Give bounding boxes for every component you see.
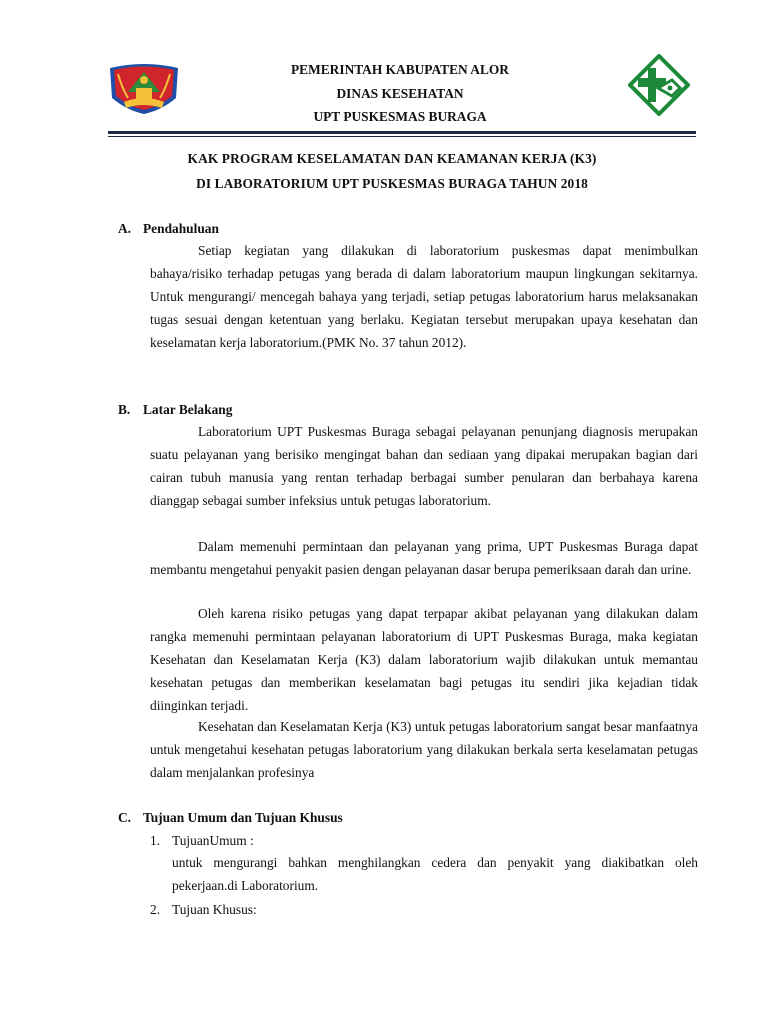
paragraph-b3 xyxy=(150,602,698,717)
list-item xyxy=(150,902,257,918)
document-subtitle: DI LABORATORIUM UPT PUSKESMAS BURAGA TAHUN 2018 xyxy=(196,176,588,191)
document-title: KAK PROGRAM KESELAMATAN DAN KEAMANAN KERJA (K3) xyxy=(187,151,597,166)
paragraph-text: Kesehatan dan Keselamatan Kerja (K3) untuk petugas laboratorium sangat besar manfaatnya untuk mengetahui kesehatan petugas laboratorium yang dilakukan berkala serta keselamatan petugas dalam menjalankan profesinya xyxy=(150,719,698,780)
section-heading-a xyxy=(118,221,219,237)
list-label: Tujuan Khusus: xyxy=(172,902,257,917)
letterhead-rule xyxy=(108,131,696,134)
section-letter: C. xyxy=(118,810,132,825)
section-letter: B. xyxy=(118,402,131,417)
section-heading-c xyxy=(118,810,343,826)
list-item-text: untuk mengurangi bahkan menghilangkan cedera dan penyakit yang diakibatkan oleh pekerjaan.di Laboratorium. xyxy=(172,855,698,893)
paragraph-text: Oleh karena risiko petugas yang dapat terpapar akibat pelayanan yang dilakukan dalam rangka memenuhi permintaan pelayanan laboratorium di UPT Puskesmas Buraga, maka kegiatan Kesehatan dan Keselamatan Kerja (K3) dalam laboratorium wajib dilakukan untuk memantau kesehatan petugas dan memberikan keselamatan bagi petugas itu sendiri jika kejadian tidak diinginkan terjadi. xyxy=(150,606,698,713)
alor-regency-emblem-icon xyxy=(106,58,182,116)
paragraph-b4 xyxy=(150,715,698,784)
list-item xyxy=(150,833,254,849)
list-label: TujuanUmum : xyxy=(172,833,254,848)
paragraph-b2 xyxy=(150,535,698,581)
list-number: 2. xyxy=(150,902,161,917)
section-title: Latar Belakang xyxy=(143,402,233,417)
letterhead-unit: UPT PUSKESMAS BURAGA xyxy=(313,109,487,124)
puskesmas-cross-icon xyxy=(628,54,690,116)
paragraph-text: Setiap kegiatan yang dilakukan di laboratorium puskesmas dapat menimbulkan bahaya/risiko terhadap petugas yang berada di dalam laboratorium maupun lingkungan sekitarnya. Untuk mengurangi/ mencegah bahaya yang terjadi, setiap petugas laboratorium harus melaksanakan tugas sesuai dengan ketentuan yang berlaku. Kegiatan tersebut merupakan upaya kesehatan dan keselamatan kerja laboratorium.(PMK No. 37 tahun 2012). xyxy=(150,243,698,350)
paragraph-a1 xyxy=(150,239,698,354)
letterhead-rule-thin xyxy=(108,136,696,137)
paragraph-text: Dalam memenuhi permintaan dan pelayanan yang prima, UPT Puskesmas Buraga dapat membantu mengetahui penyakit pasien dengan pelayanan dasar berupa pemeriksaan darah dan urine. xyxy=(150,539,698,577)
paragraph-b1 xyxy=(150,420,698,512)
letterhead-government: PEMERINTAH KABUPATEN ALOR xyxy=(291,62,509,77)
letterhead-department: DINAS KESEHATAN xyxy=(336,86,464,101)
list-number: 1. xyxy=(150,833,161,848)
section-title: Tujuan Umum dan Tujuan Khusus xyxy=(143,810,343,825)
section-heading-b xyxy=(118,402,232,418)
section-title: Pendahuluan xyxy=(143,221,219,236)
paragraph-text: Laboratorium UPT Puskesmas Buraga sebagai pelayanan penunjang diagnosis merupakan suatu pelayanan yang berisiko mengingat bahan dan sediaan yang dipakai merupakan bagian dari cairan tubuh manusia yang rentan terhadap berbagai sumber penularan dan berbahaya karena dianggap sebagai sumber infeksius untuk petugas laboratorium. xyxy=(150,424,698,508)
section-letter: A. xyxy=(118,221,132,236)
